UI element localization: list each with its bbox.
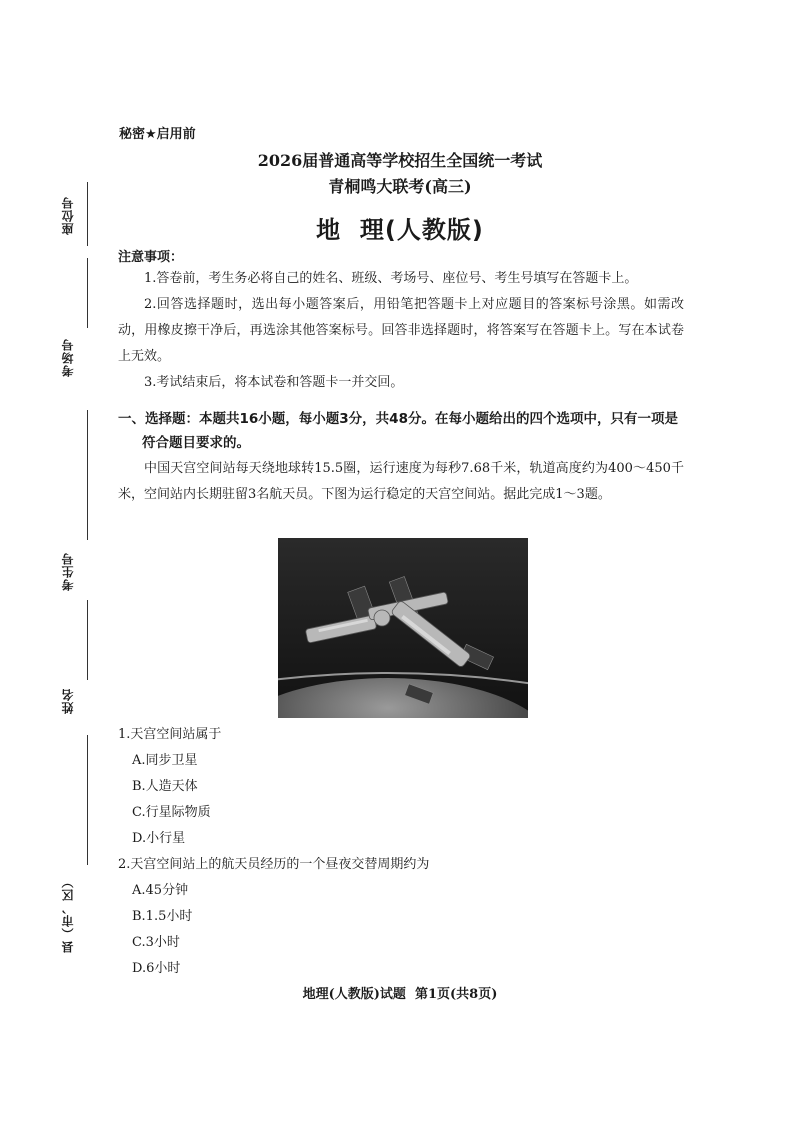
option-a: A.45分钟	[132, 883, 189, 898]
option-d: D.6小时	[132, 961, 181, 976]
county-line	[87, 735, 88, 865]
room-line	[87, 258, 88, 328]
name-line	[87, 600, 88, 680]
material-passage	[118, 456, 684, 508]
material-text: 中国天宫空间站每天绕地球转15.5圈，运行速度为每秒7.68千米，轨道高度约为400～450千米，空间站内长期驻留3名航天员。下图为运行稳定的天宫空间站。据此完成1～3题。	[118, 461, 684, 502]
name-field	[60, 600, 100, 720]
option-c: C.3小时	[132, 935, 180, 950]
county-label: 县（市、区）	[61, 875, 75, 953]
option-a: A.同步卫星	[132, 753, 198, 768]
option-b: B.1.5小时	[132, 909, 193, 924]
question-stem: 1.天宫空间站属于	[118, 727, 222, 742]
exam-title: 2026届普通高等学校招生全国统一考试	[257, 151, 543, 170]
room-label: 考场号	[61, 338, 75, 377]
notice-item: 1.答卷前，考生务必将自己的姓名、班级、考场号、座位号、考生号填写在答题卡上。	[144, 271, 638, 286]
question-stem: 2.天宫空间站上的航天员经历的一个昼夜交替周期约为	[118, 857, 430, 872]
section-heading-line1: 一、选择题：本题共16小题，每小题3分，共48分。在每小题给出的四个选项中，只有一项是	[118, 411, 678, 427]
county-field	[60, 735, 100, 955]
question-list	[118, 722, 684, 982]
notice-list	[118, 266, 684, 396]
notice-item: 3.考试结束后，将本试卷和答题卡一并交回。	[144, 375, 404, 390]
option-d: D.小行星	[132, 831, 186, 846]
secret-mark: 秘密★启用前	[119, 127, 196, 142]
seat-label: 座位号	[61, 196, 75, 235]
notice-item: 2.回答选择题时，选出每小题答案后，用铅笔把答题卡上对应题目的答案标号涂黑。如需改动，用橡皮擦干净后，再选涂其他答案标号。回答非选择题时，将答案写在答题卡上。写在本试卷上无效。	[118, 297, 684, 364]
space-station-photo	[278, 538, 528, 718]
exam-subtitle: 青桐鸣大联考(高三)	[328, 177, 472, 196]
candidate-field	[60, 410, 100, 595]
option-b: B.人造天体	[132, 779, 198, 794]
candidate-label: 考生号	[61, 552, 75, 591]
space-station-illustration	[278, 538, 528, 718]
page-footer: 地理(人教版)试题 第1页(共8页)	[302, 987, 498, 1002]
subject-title: 地 理(人教版)	[316, 216, 484, 244]
room-field	[60, 258, 100, 383]
section-heading	[118, 407, 684, 455]
name-label: 姓名	[61, 688, 75, 714]
option-c: C.行星际物质	[132, 805, 211, 820]
section-heading-line2: 符合题目要求的。	[142, 435, 250, 451]
notice-heading: 注意事项：	[118, 250, 184, 265]
candidate-line	[87, 410, 88, 540]
seat-field	[60, 100, 100, 250]
